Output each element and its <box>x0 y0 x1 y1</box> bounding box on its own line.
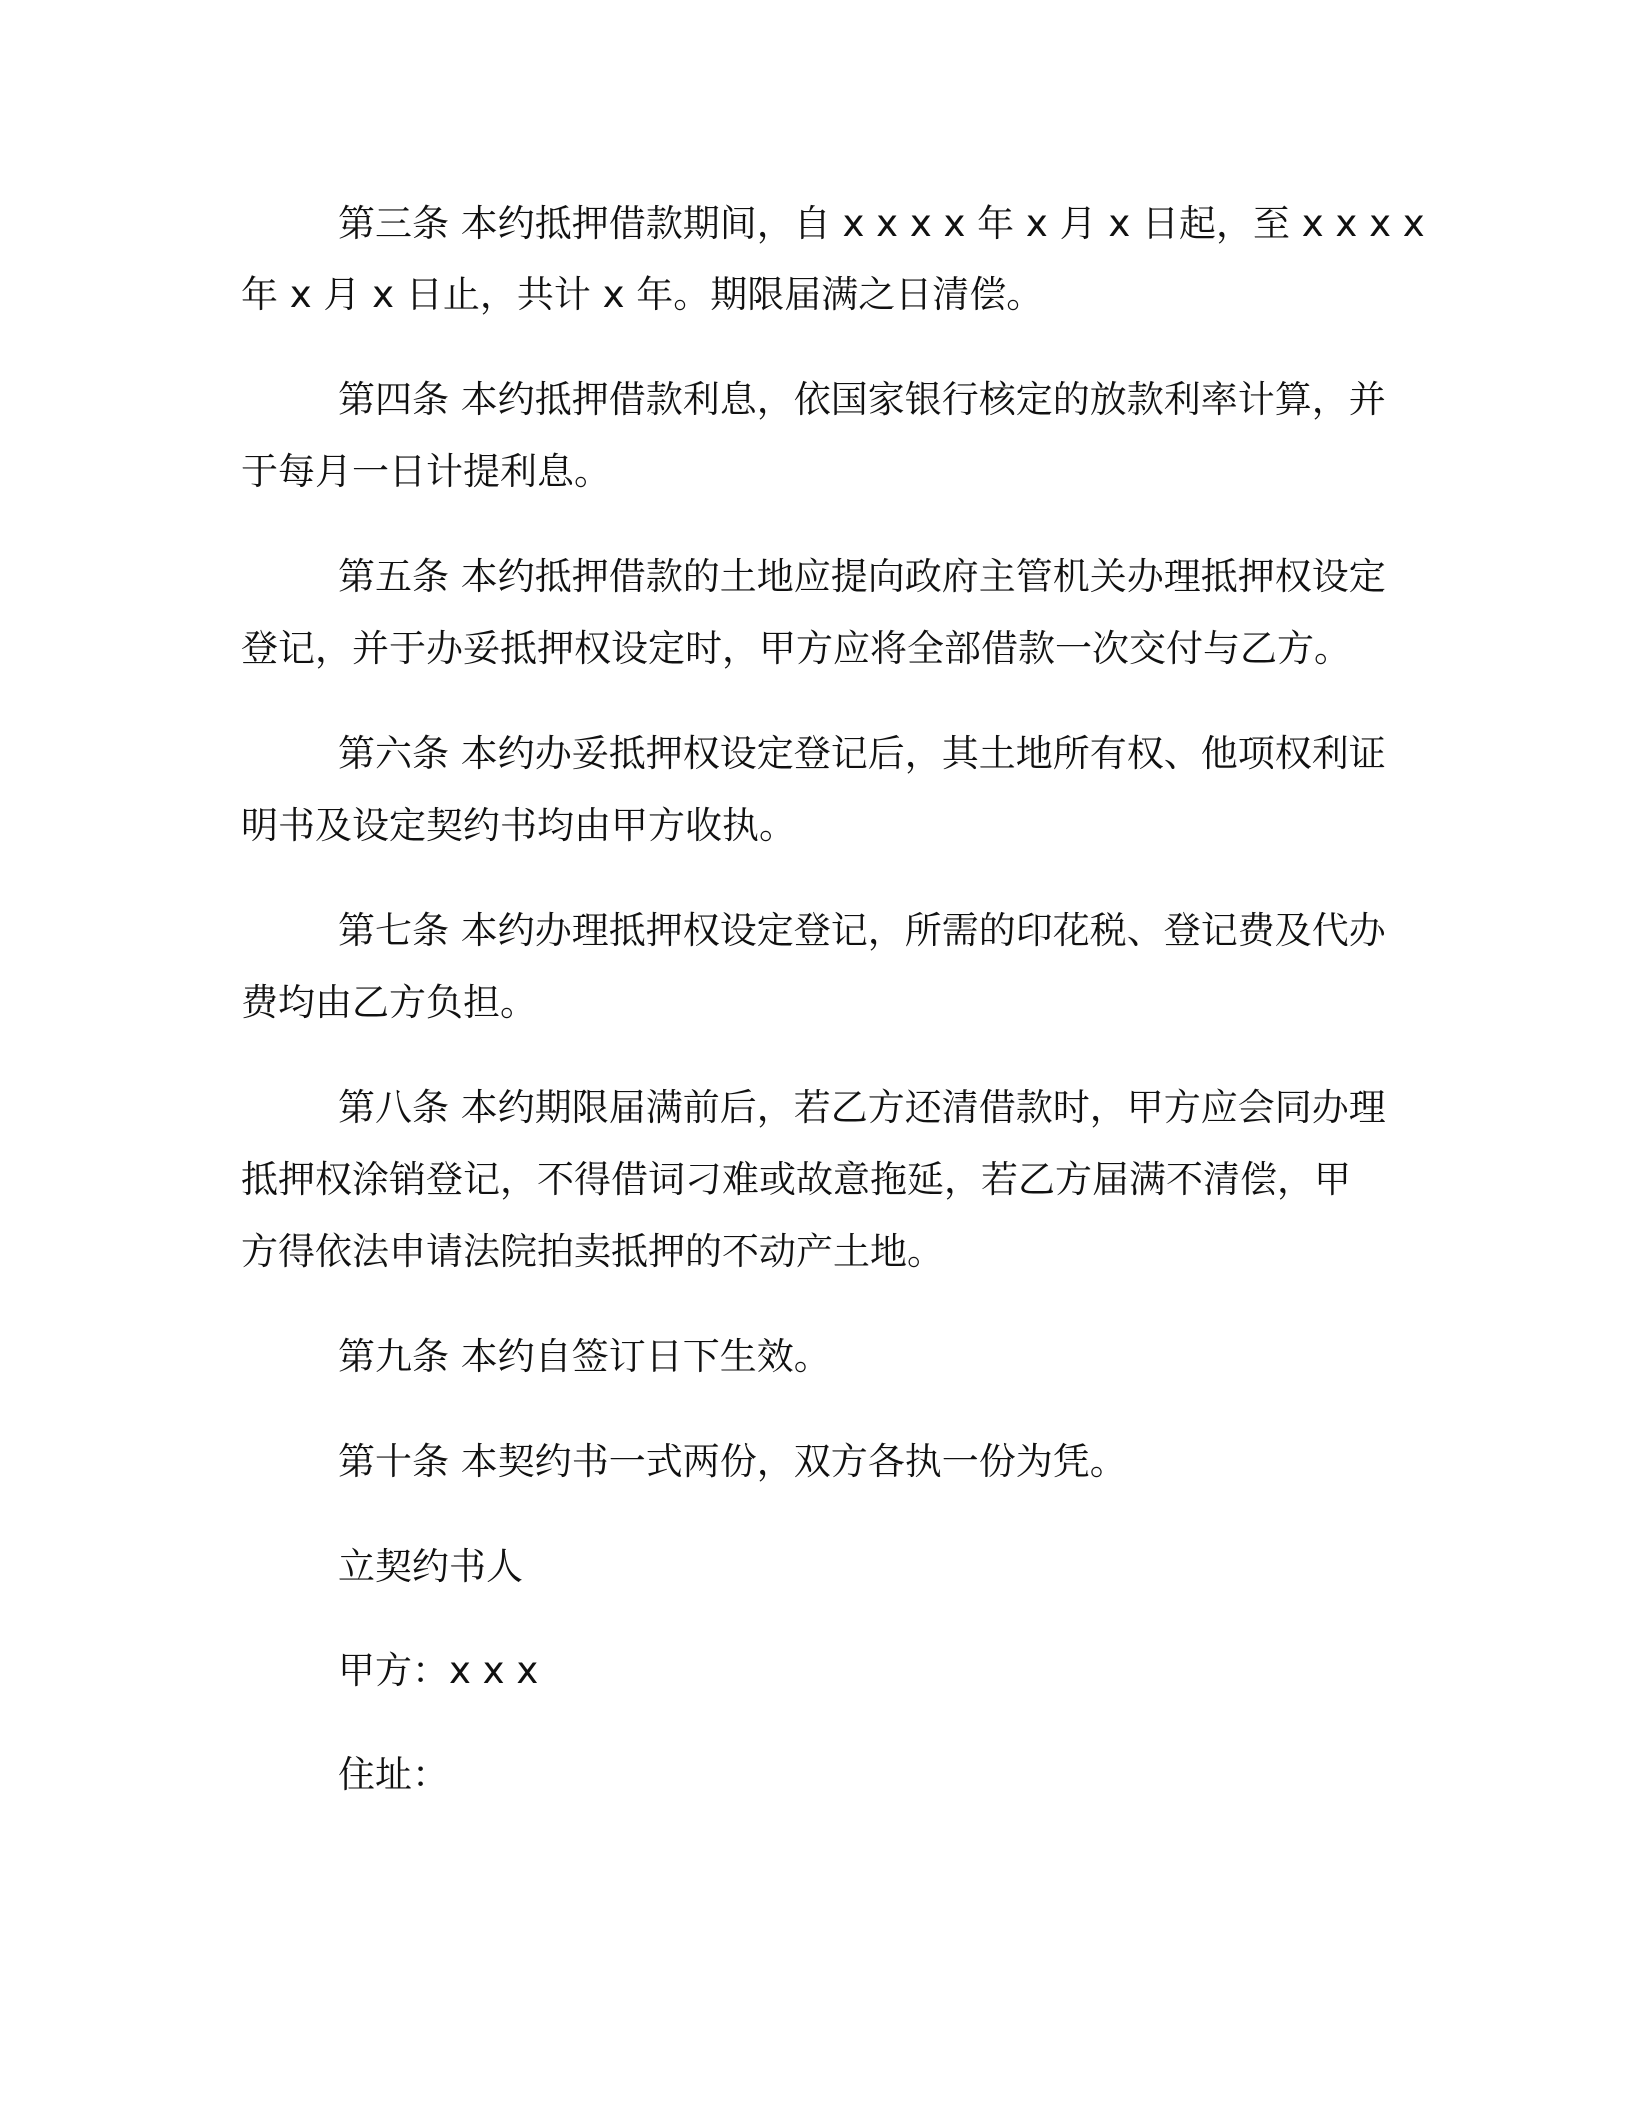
clause-8-line-2: 抵押权涂销登记，不得借词刁难或故意拖延，若乙方届满不清偿，甲 <box>241 1158 1351 1201</box>
address-line: 住址： <box>338 1753 449 1796</box>
signatories-heading: 立契约书人 <box>338 1545 523 1588</box>
clause-5-line-1: 第五条 本约抵押借款的土地应提向政府主管机关办理抵押权设定 <box>338 555 1386 598</box>
clause-3-line-1: 第三条 本约抵押借款期间，自 x x x x 年 x 月 x 日起，至 x x x x <box>338 202 1425 245</box>
clause-4-line-2: 于每月一日计提利息。 <box>241 450 611 493</box>
clause-5-line-2: 登记，并于办妥抵押权设定时，甲方应将全部借款一次交付与乙方。 <box>241 627 1351 670</box>
clause-8-line-1: 第八条 本约期限届满前后，若乙方还清借款时，甲方应会同办理 <box>338 1086 1386 1129</box>
clause-4-line-1: 第四条 本约抵押借款利息，依国家银行核定的放款利率计算，并 <box>338 378 1386 421</box>
party-a-line: 甲方：x x x <box>338 1649 539 1692</box>
clause-9-line-1: 第九条 本约自签订日下生效。 <box>338 1335 831 1378</box>
clause-3-line-2: 年 x 月 x 日止，共计 x 年。期限届满之日清偿。 <box>241 273 1044 316</box>
clause-7-line-1: 第七条 本约办理抵押权设定登记，所需的印花税、登记费及代办 <box>338 909 1386 952</box>
clause-8-line-3: 方得依法申请法院拍卖抵押的不动产土地。 <box>241 1230 944 1273</box>
clause-7-line-2: 费均由乙方负担。 <box>241 981 537 1024</box>
clause-6-line-2: 明书及设定契约书均由甲方收执。 <box>241 804 796 847</box>
clause-6-line-1: 第六条 本约办妥抵押权设定登记后，其土地所有权、他项权利证 <box>338 732 1386 775</box>
clause-10-line-1: 第十条 本契约书一式两份，双方各执一份为凭。 <box>338 1440 1127 1483</box>
